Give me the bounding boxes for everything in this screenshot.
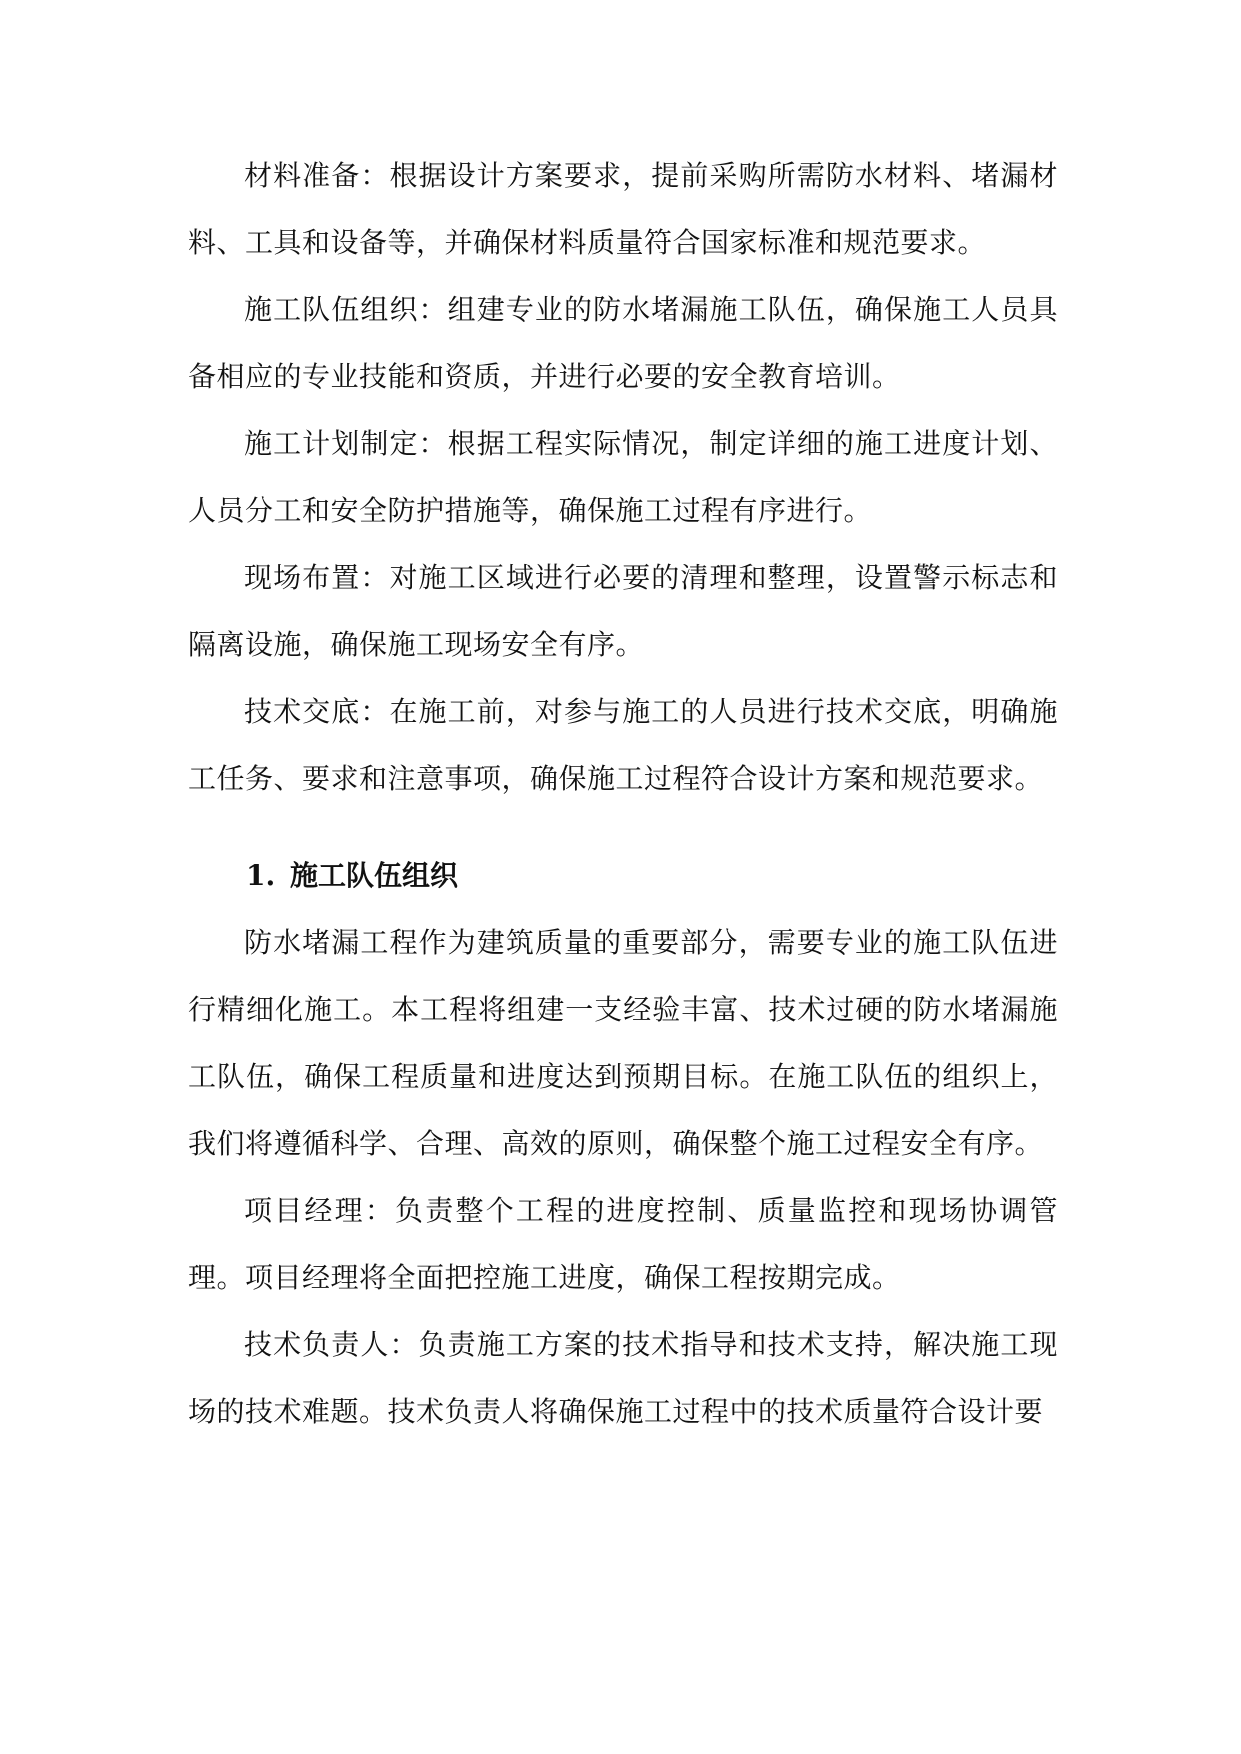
paragraph-team-organization: 施工队伍组织：组建专业的防水堵漏施工队伍，确保施工人员具备相应的专业技能和资质，并进行必要的安全教育培训。 — [188, 293, 1058, 393]
page-content — [188, 142, 1058, 1445]
section-title: 施工队伍组织 — [290, 859, 459, 892]
section-heading — [188, 842, 1058, 909]
paragraph-team-intro: 防水堵漏工程作为建筑质量的重要部分，需要专业的施工队伍进行精细化施工。本工程将组建一支经验丰富、技术过硬的防水堵漏施工队伍，确保工程质量和进度达到预期目标。在施工队伍的组织上，我们将遵循科学、合理、高效的原则，确保整个施工过程安全有序。 — [188, 926, 1058, 1160]
paragraph-construction-plan: 施工计划制定：根据工程实际情况，制定详细的施工进度计划、人员分工和安全防护措施等，确保施工过程有序进行。 — [188, 427, 1058, 527]
paragraph-material-prep: 材料准备：根据设计方案要求，提前采购所需防水材料、堵漏材料、工具和设备等，并确保材料质量符合国家标准和规范要求。 — [188, 159, 1058, 259]
paragraph-technical-lead: 技术负责人：负责施工方案的技术指导和技术支持，解决施工现场的技术难题。技术负责人将确保施工过程中的技术质量符合设计要 — [188, 1328, 1058, 1428]
paragraph-project-manager: 项目经理：负责整个工程的进度控制、质量监控和现场协调管理。项目经理将全面把控施工进度，确保工程按期完成。 — [188, 1194, 1058, 1294]
paragraph-site-layout: 现场布置：对施工区域进行必要的清理和整理，设置警示标志和隔离设施，确保施工现场安全有序。 — [188, 561, 1058, 661]
section-number: 1. — [246, 859, 276, 892]
paragraph-technical-briefing: 技术交底：在施工前，对参与施工的人员进行技术交底，明确施工任务、要求和注意事项，确保施工过程符合设计方案和规范要求。 — [188, 695, 1058, 795]
